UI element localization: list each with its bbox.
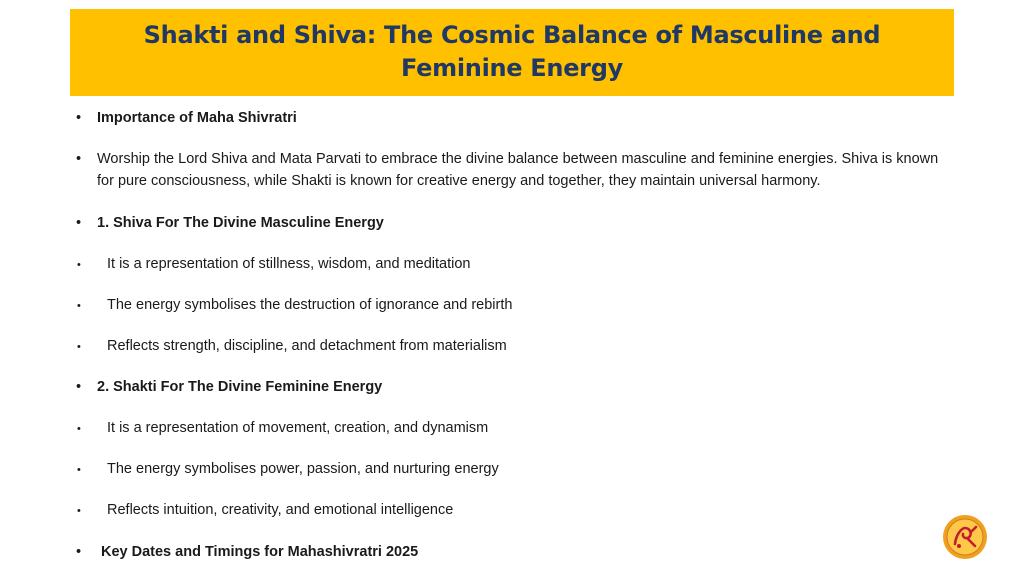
- bullet-text: Key Dates and Timings for Mahashivratri 2025: [101, 544, 419, 560]
- bullet-item-shiva-heading: [76, 212, 956, 234]
- bullet-dot-icon: •: [77, 423, 81, 435]
- bullet-dot-icon: •: [77, 259, 81, 271]
- bullet-dot-icon: •: [77, 505, 81, 517]
- bullet-text: Reflects intuition, creativity, and emotional intelligence: [107, 502, 454, 518]
- bullet-text: Importance of Maha Shivratri: [97, 110, 297, 126]
- bullet-dot-icon: •: [77, 464, 81, 476]
- brand-logo-icon: [942, 514, 988, 560]
- sub-bullet-item: [76, 458, 956, 480]
- bullet-dot-icon: •: [76, 110, 82, 126]
- bullet-text: The energy symbolises power, passion, and nurturing energy: [107, 461, 499, 477]
- bullet-text: Worship the Lord Shiva and Mata Parvati to embrace the divine balance between masculine and feminine energies. Shiva is known for pure consciousness, while Shakti is known for creative energy and together, they maintain universal harmony.: [97, 151, 939, 189]
- bullet-dot-icon: •: [76, 379, 82, 395]
- bullet-dot-icon: •: [76, 544, 82, 560]
- bullet-text: The energy symbolises the destruction of ignorance and rebirth: [107, 297, 513, 313]
- bullet-item-importance: [76, 107, 956, 129]
- bullet-text: 2. Shakti For The Divine Feminine Energy: [97, 379, 383, 395]
- sub-bullet-item: [76, 253, 956, 275]
- bullet-item-key-dates: [76, 541, 956, 563]
- bullet-item-shakti-heading: [76, 376, 956, 398]
- sub-bullet-item: [76, 294, 956, 316]
- bullet-text: Reflects strength, discipline, and detachment from materialism: [107, 338, 507, 354]
- bullet-dot-icon: •: [76, 215, 82, 231]
- bullet-dot-icon: •: [76, 151, 82, 167]
- logo-mark-dot: [957, 544, 961, 548]
- bullet-item-worship: [76, 148, 956, 192]
- bullet-dot-icon: •: [77, 341, 81, 353]
- bullet-text: It is a representation of movement, creation, and dynamism: [107, 420, 489, 436]
- title-banner: [70, 9, 954, 96]
- sub-bullet-item: [76, 335, 956, 357]
- sub-bullet-item: [76, 417, 956, 439]
- sub-bullet-item: [76, 499, 956, 521]
- slide-title: Shakti and Shiva: The Cosmic Balance of Masculine and Feminine Energy: [143, 21, 881, 82]
- bullet-text: 1. Shiva For The Divine Masculine Energy: [97, 215, 384, 231]
- bullet-text: It is a representation of stillness, wisdom, and meditation: [107, 256, 471, 272]
- bullet-dot-icon: •: [77, 300, 81, 312]
